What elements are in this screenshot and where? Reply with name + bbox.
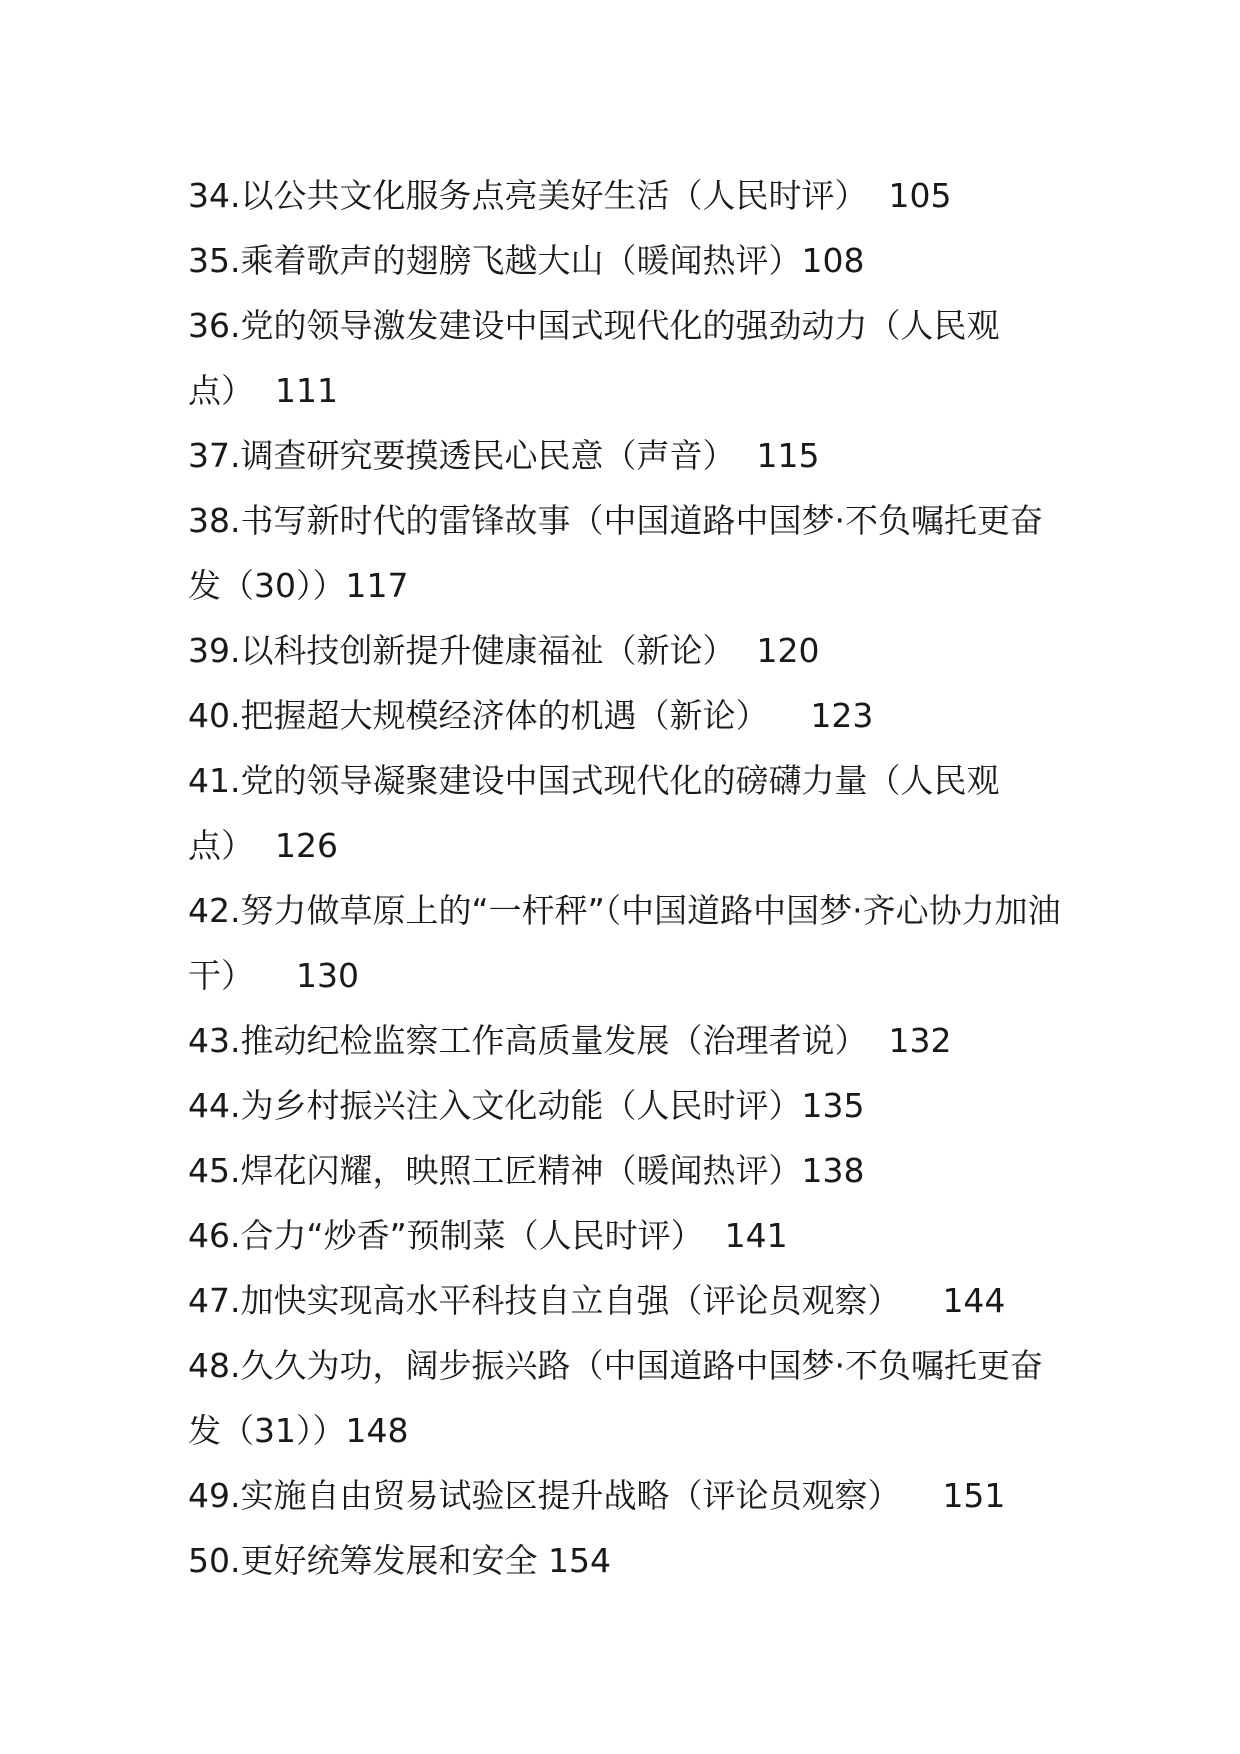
toc-entry: 36.党的领导激发建设中国式现代化的强劲动力（人民观点） 111 [188, 306, 1000, 410]
toc-entry: 34.以公共文化服务点亮美好生活（人民时评） 105 [188, 176, 952, 215]
toc-entry: 35.乘着歌声的翅膀飞越大山（暖闻热评）108 [188, 241, 865, 280]
toc-entry: 43.推动纪检监察工作高质量发展（治理者说） 132 [188, 1021, 952, 1060]
toc-entry: 50.更好统筹发展和安全 154 [188, 1541, 611, 1580]
table-of-contents [188, 163, 1068, 1593]
toc-entry: 38.书写新时代的雷锋故事（中国道路中国梦·不负嘱托更奋发（30））117 [188, 501, 1043, 605]
toc-entry: 44.为乡村振兴注入文化动能（人民时评）135 [188, 1086, 865, 1125]
toc-entry: 49.实施自由贸易试验区提升战略（评论员观察） 151 [188, 1476, 1006, 1515]
toc-entry: 37.调查研究要摸透民心民意（声音） 115 [188, 436, 820, 475]
toc-entry: 42.努力做草原上的“一杆秤”（中国道路中国梦·齐心协力加油干） 130 [188, 891, 1061, 995]
toc-entry: 39.以科技创新提升健康福祉（新论） 120 [188, 631, 820, 670]
toc-entry: 45.焊花闪耀，映照工匠精神（暖闻热评）138 [188, 1151, 865, 1190]
toc-entry: 41.党的领导凝聚建设中国式现代化的磅礴力量（人民观点） 126 [188, 761, 1000, 865]
toc-entry: 40.把握超大规模经济体的机遇（新论） 123 [188, 696, 874, 735]
toc-entry: 46.合力“炒香”预制菜（人民时评） 141 [188, 1216, 788, 1255]
toc-entry: 48.久久为功，阔步振兴路（中国道路中国梦·不负嘱托更奋发（31））148 [188, 1346, 1043, 1450]
toc-entry: 47.加快实现高水平科技自立自强（评论员观察） 144 [188, 1281, 1006, 1320]
